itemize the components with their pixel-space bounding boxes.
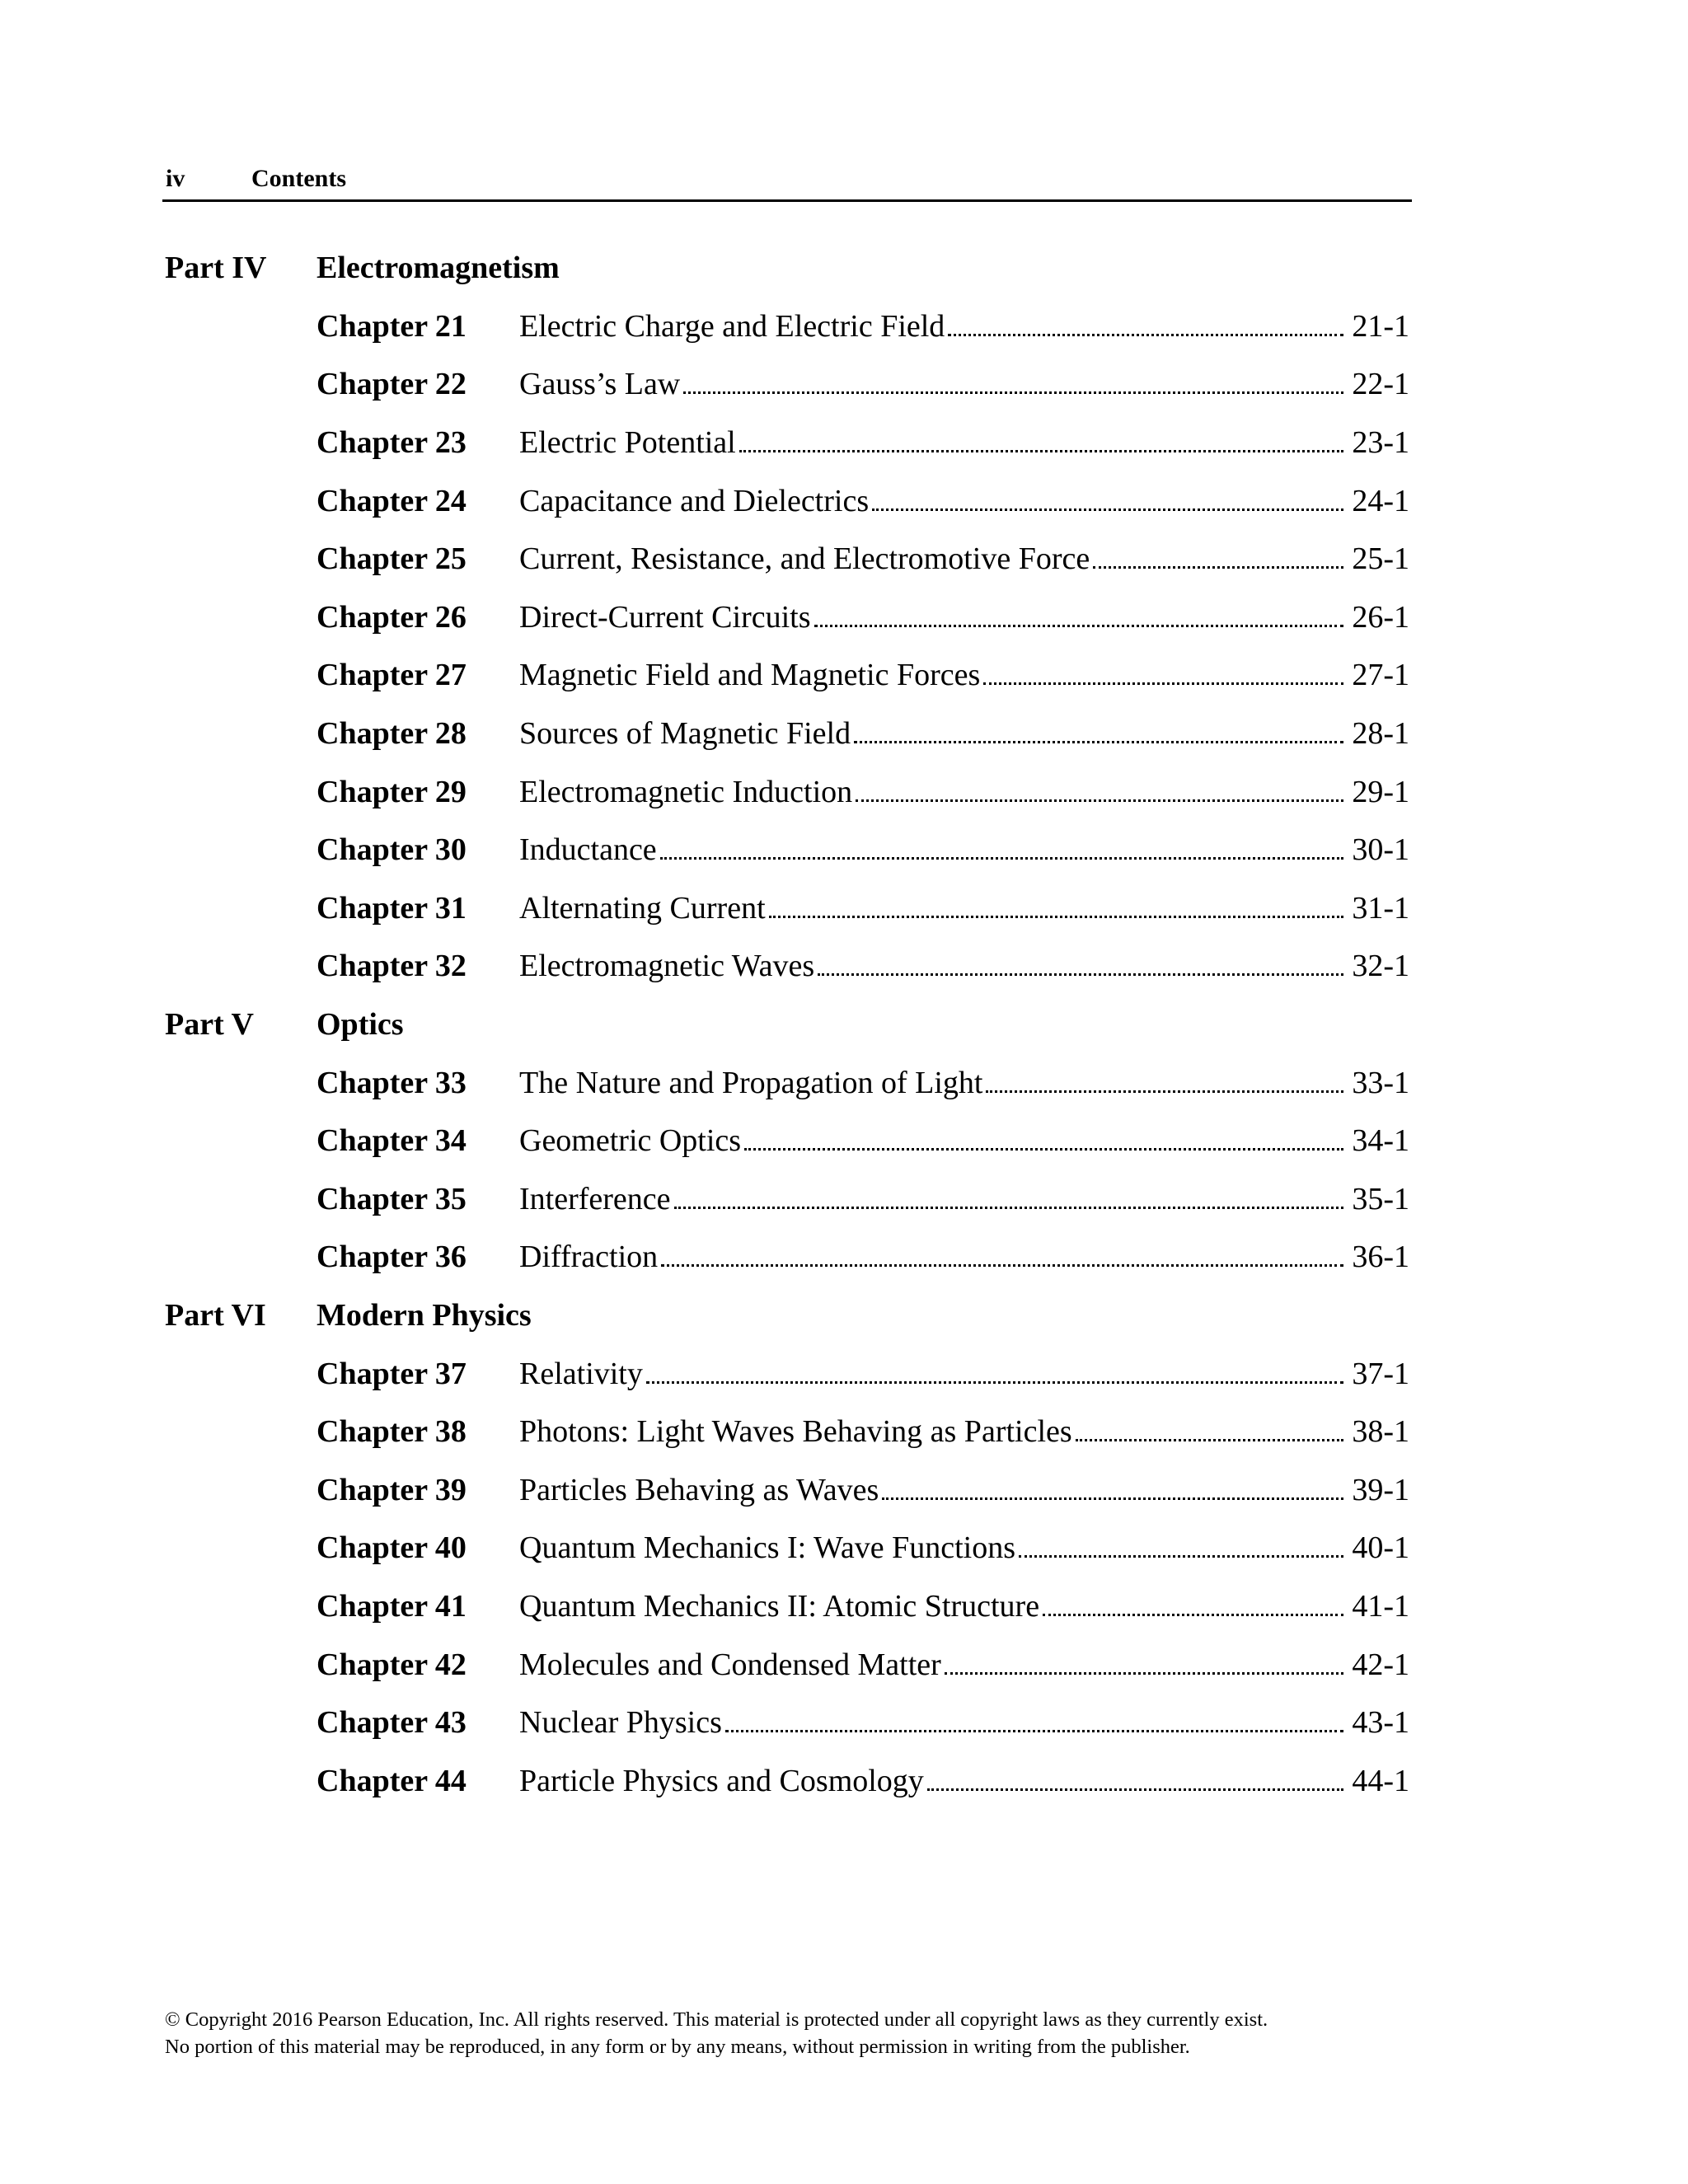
chapter-title: Direct-Current Circuits [519, 599, 811, 635]
chapter-label: Chapter 44 [316, 1763, 467, 1798]
chapter-title: Electric Charge and Electric Field [519, 308, 945, 344]
chapter-entry [519, 1760, 1409, 1802]
dot-leader [927, 1788, 1344, 1791]
chapter-label: Chapter 28 [316, 716, 467, 752]
dot-leader [661, 1264, 1343, 1267]
chapter-title: Nuclear Physics [519, 1705, 722, 1741]
toc-chapter-row [165, 588, 1409, 647]
chapter-page-number: 24-1 [1352, 483, 1409, 518]
chapter-entry [519, 306, 1409, 347]
toc-chapter-row [165, 762, 1409, 821]
chapter-page-number: 40-1 [1352, 1530, 1409, 1566]
chapter-entry [519, 1469, 1409, 1511]
chapter-page-number: 28-1 [1352, 716, 1409, 752]
dot-leader [986, 1090, 1343, 1093]
chapter-entry [519, 480, 1409, 522]
chapter-entry [519, 1586, 1409, 1627]
toc-chapter-row [165, 355, 1409, 414]
copyright-line-2: No portion of this material may be reproduced, in any form or by any means, without permission in writing from the publisher. [165, 2036, 1190, 2058]
chapter-page-number: 23-1 [1352, 425, 1409, 461]
chapter-title: Alternating Current [519, 890, 766, 926]
chapter-title: The Nature and Propagation of Light [519, 1065, 983, 1100]
chapter-title: Electromagnetic Waves [519, 949, 815, 984]
chapter-entry [519, 1644, 1409, 1685]
toc-chapter-row [165, 879, 1409, 938]
toc-part-row [165, 1286, 1409, 1345]
chapter-entry [519, 1411, 1409, 1452]
chapter-entry [519, 945, 1409, 987]
chapter-label: Chapter 26 [316, 599, 467, 635]
dot-leader [945, 1672, 1344, 1675]
chapter-title: Relativity [519, 1356, 643, 1391]
chapter-title: Quantum Mechanics II: Atomic Structure [519, 1588, 1040, 1624]
chapter-entry [519, 597, 1409, 638]
dot-leader [646, 1381, 1343, 1384]
dot-leader [1043, 1614, 1343, 1616]
toc-chapter-row [165, 298, 1409, 356]
toc-chapter-row [165, 414, 1409, 472]
chapter-entry [519, 363, 1409, 405]
chapter-title: Particle Physics and Cosmology [519, 1763, 924, 1798]
copyright-footer [165, 2006, 1418, 2060]
toc-chapter-row [165, 1694, 1409, 1752]
part-title: Modern Physics [316, 1297, 532, 1333]
chapter-entry [519, 1062, 1409, 1104]
chapter-label: Chapter 29 [316, 774, 467, 809]
toc-chapter-row [165, 1228, 1409, 1286]
chapter-entry [519, 888, 1409, 929]
chapter-label: Chapter 41 [316, 1588, 467, 1624]
dot-leader [818, 973, 1343, 976]
dot-leader [725, 1730, 1343, 1732]
chapter-title: Photons: Light Waves Behaving as Particles [519, 1414, 1072, 1450]
toc-chapter-row [165, 1460, 1409, 1519]
toc-chapter-row [165, 705, 1409, 763]
toc-chapter-row [165, 1635, 1409, 1694]
chapter-entry [519, 538, 1409, 579]
dot-leader [856, 799, 1343, 802]
chapter-page-number: 38-1 [1352, 1414, 1409, 1450]
chapter-entry [519, 1702, 1409, 1743]
chapter-page-number: 25-1 [1352, 541, 1409, 577]
chapter-label: Chapter 43 [316, 1705, 467, 1741]
chapter-entry [519, 1120, 1409, 1161]
dot-leader [674, 1207, 1344, 1209]
toc-chapter-row [165, 530, 1409, 588]
chapter-title: Electric Potential [519, 425, 736, 461]
chapter-label: Chapter 37 [316, 1356, 467, 1391]
chapter-label: Chapter 42 [316, 1647, 467, 1682]
toc-part-row [165, 996, 1409, 1054]
dot-leader [814, 625, 1344, 627]
chapter-label: Chapter 31 [316, 890, 467, 926]
toc-chapter-row [165, 1112, 1409, 1170]
chapter-label: Chapter 33 [316, 1065, 467, 1100]
chapter-label: Chapter 22 [316, 367, 467, 402]
chapter-page-number: 34-1 [1352, 1123, 1409, 1159]
toc-chapter-row [165, 471, 1409, 530]
chapter-title: Current, Resistance, and Electromotive Force [519, 541, 1090, 577]
chapter-title: Molecules and Condensed Matter [519, 1647, 941, 1682]
chapter-label: Chapter 38 [316, 1414, 467, 1450]
chapter-page-number: 30-1 [1352, 832, 1409, 868]
toc-chapter-row [165, 1344, 1409, 1403]
toc-part-row [165, 239, 1409, 298]
chapter-label: Chapter 27 [316, 658, 467, 693]
chapter-label: Chapter 23 [316, 425, 467, 461]
toc-chapter-row [165, 1577, 1409, 1636]
chapter-page-number: 32-1 [1352, 949, 1409, 984]
chapter-title: Capacitance and Dielectrics [519, 483, 870, 518]
chapter-page-number: 37-1 [1352, 1356, 1409, 1391]
chapter-page-number: 22-1 [1352, 367, 1409, 402]
dot-leader [744, 1148, 1343, 1151]
chapter-page-number: 21-1 [1352, 308, 1409, 344]
chapter-label: Chapter 36 [316, 1240, 467, 1275]
chapter-page-number: 27-1 [1352, 658, 1409, 693]
chapter-entry [519, 1353, 1409, 1394]
dot-leader [882, 1497, 1343, 1500]
dot-leader [983, 682, 1343, 685]
chapter-entry [519, 771, 1409, 813]
part-label: Part VI [165, 1297, 266, 1333]
toc-chapter-row [165, 937, 1409, 996]
dot-leader [739, 450, 1344, 452]
chapter-page-number: 29-1 [1352, 774, 1409, 809]
dot-leader [1093, 566, 1343, 569]
toc-chapter-row [165, 1519, 1409, 1577]
chapter-title: Electromagnetic Induction [519, 774, 853, 809]
chapter-label: Chapter 35 [316, 1181, 467, 1216]
chapter-label: Chapter 39 [316, 1472, 467, 1507]
chapter-title: Sources of Magnetic Field [519, 716, 851, 752]
dot-leader [660, 857, 1344, 860]
chapter-page-number: 36-1 [1352, 1240, 1409, 1275]
toc-chapter-row [165, 1751, 1409, 1810]
dot-leader [854, 741, 1343, 743]
chapter-label: Chapter 25 [316, 541, 467, 577]
chapter-entry [519, 1527, 1409, 1568]
chapter-label: Chapter 34 [316, 1123, 467, 1159]
chapter-title: Quantum Mechanics I: Wave Functions [519, 1530, 1016, 1566]
chapter-entry [519, 1179, 1409, 1220]
chapter-page-number: 35-1 [1352, 1181, 1409, 1216]
toc-chapter-row [165, 1170, 1409, 1229]
chapter-title: Diffraction [519, 1240, 659, 1275]
toc-chapter-row [165, 646, 1409, 705]
chapter-page-number: 43-1 [1352, 1705, 1409, 1741]
chapter-title: Geometric Optics [519, 1123, 742, 1159]
toc-chapter-row [165, 1053, 1409, 1112]
chapter-title: Particles Behaving as Waves [519, 1472, 879, 1507]
chapter-label: Chapter 24 [316, 483, 467, 518]
part-label: Part IV [165, 251, 267, 286]
header-title: Contents [251, 165, 347, 192]
toc-chapter-row [165, 1403, 1409, 1461]
chapter-page-number: 31-1 [1352, 890, 1409, 926]
chapter-page-number: 42-1 [1352, 1647, 1409, 1682]
dot-leader [1019, 1555, 1343, 1558]
chapter-title: Gauss’s Law [519, 367, 681, 402]
chapter-entry [519, 654, 1409, 696]
part-label: Part V [165, 1007, 254, 1043]
chapter-page-number: 26-1 [1352, 599, 1409, 635]
chapter-entry [519, 1236, 1409, 1277]
running-header [162, 162, 1412, 202]
chapter-page-number: 41-1 [1352, 1588, 1409, 1624]
copyright-line-1: © Copyright 2016 Pearson Education, Inc. All rights reserved. This material is protected under all copyright laws as they currently exist. [165, 2008, 1268, 2031]
toc-chapter-row [165, 821, 1409, 879]
chapter-label: Chapter 40 [316, 1530, 467, 1566]
chapter-label: Chapter 30 [316, 832, 467, 868]
table-of-contents [165, 239, 1409, 1810]
dot-leader [683, 391, 1343, 394]
chapter-title: Interference [519, 1181, 671, 1216]
chapter-page-number: 44-1 [1352, 1763, 1409, 1798]
chapter-entry [519, 713, 1409, 754]
chapter-page-number: 33-1 [1352, 1065, 1409, 1100]
dot-leader [1076, 1439, 1344, 1441]
part-title: Optics [316, 1007, 404, 1043]
chapter-entry [519, 829, 1409, 870]
dot-leader [769, 916, 1344, 918]
chapter-label: Chapter 32 [316, 949, 467, 984]
chapter-page-number: 39-1 [1352, 1472, 1409, 1507]
part-title: Electromagnetism [316, 251, 560, 286]
header-page-number: iv [166, 165, 185, 192]
chapter-label: Chapter 21 [316, 308, 467, 344]
chapter-title: Magnetic Field and Magnetic Forces [519, 658, 981, 693]
dot-leader [872, 509, 1343, 511]
chapter-entry [519, 422, 1409, 463]
chapter-title: Inductance [519, 832, 657, 868]
dot-leader [948, 334, 1343, 336]
